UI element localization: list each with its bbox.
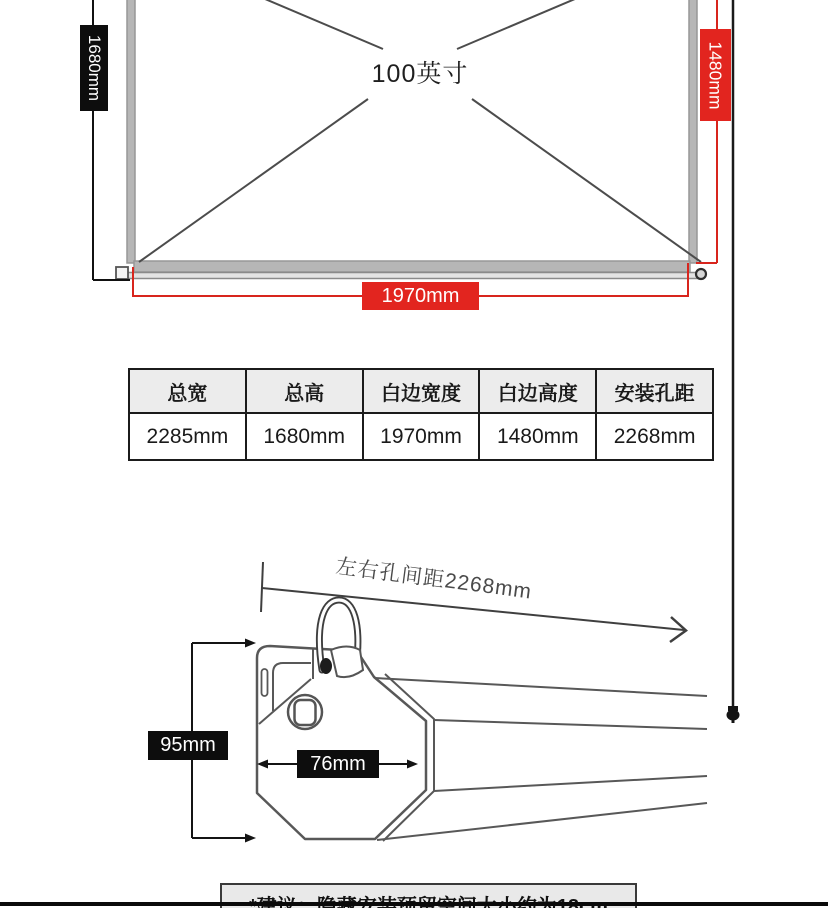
right-end-cap [696, 269, 706, 279]
header-total-width: 总宽 [129, 369, 246, 413]
bracket-slot [262, 669, 268, 696]
screen-frame [116, 0, 706, 279]
header-border-width: 白边宽度 [363, 369, 480, 413]
total-height-label [80, 25, 108, 111]
viewable-height-value: 1480mm [706, 40, 726, 110]
viewable-height-label [700, 29, 731, 121]
header-border-height: 白边高度 [479, 369, 596, 413]
bottom-divider-bar [0, 902, 828, 906]
value-border-height: 1480mm [479, 413, 596, 460]
housing-outline [257, 646, 707, 841]
spec-table [128, 368, 714, 461]
housing-height-label: 95mm [148, 731, 228, 760]
housing-hole [288, 695, 322, 729]
hanging-hook-icon [319, 600, 363, 677]
spec-table-value-row [129, 413, 713, 460]
header-hole-distance: 安装孔距 [596, 369, 713, 413]
value-total-height: 1680mm [246, 413, 363, 460]
hole-spacing-label: 左右孔间距2268mm [334, 554, 534, 604]
header-total-height: 总高 [246, 369, 363, 413]
spec-table-header-row [129, 369, 713, 413]
total-height-value: 1680mm [85, 34, 105, 102]
diagonal-cross-lines [139, 0, 701, 262]
viewable-width-label: 1970mm [362, 282, 479, 310]
value-hole-distance: 2268mm [596, 413, 713, 460]
left-end-cap [116, 267, 128, 279]
value-border-width: 1970mm [363, 413, 480, 460]
screen-size-label: 100英寸 [371, 60, 469, 88]
value-total-width: 2285mm [129, 413, 246, 460]
housing-width-label: 76mm [297, 750, 379, 778]
